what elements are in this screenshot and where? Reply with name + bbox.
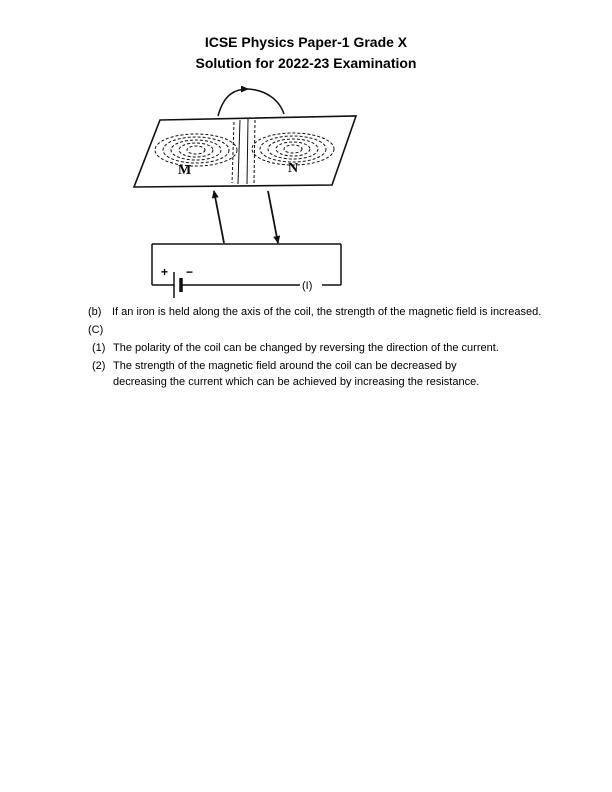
answer-part-c-marker: (C) bbox=[88, 324, 104, 336]
pole-n-label: N bbox=[288, 161, 299, 176]
battery-symbol bbox=[161, 265, 193, 298]
current-arrow-up bbox=[214, 191, 224, 243]
battery-positive-sign: + bbox=[161, 265, 169, 279]
current-arrow-down bbox=[268, 191, 278, 243]
answer-c2-text: The strength of the magnetic field around the coil can be decreased by decreasing the current which can be achieved by increasing the resistance. bbox=[113, 360, 480, 388]
title-line-1: ICSE Physics Paper-1 Grade X bbox=[204, 34, 408, 50]
slab-outline bbox=[134, 116, 356, 187]
answer-c-item-2 bbox=[92, 358, 556, 390]
answer-c2-marker: (2) bbox=[92, 360, 106, 372]
answer-b-marker: (b) bbox=[88, 306, 102, 318]
coil-core-lines bbox=[232, 119, 255, 184]
coil-magnetic-field-diagram bbox=[132, 86, 368, 302]
pole-m-label: M bbox=[178, 163, 192, 178]
answer-c-item-1 bbox=[92, 340, 556, 356]
top-field-arc-right bbox=[248, 89, 284, 114]
diagram-container bbox=[132, 86, 368, 302]
document-title bbox=[0, 0, 612, 74]
left-field-lines bbox=[155, 134, 237, 166]
top-field-arc-left bbox=[218, 89, 248, 116]
answer-part-b bbox=[88, 304, 556, 320]
answer-c1-marker: (1) bbox=[92, 342, 106, 354]
answer-c1-text: The polarity of the coil can be changed by reversing the direction of the current. bbox=[113, 342, 499, 354]
current-label: (I) bbox=[302, 280, 313, 292]
title-line-2: Solution for 2022-23 Examination bbox=[195, 55, 417, 71]
answer-b-text: If an iron is held along the axis of the coil, the strength of the magnetic field is increased. bbox=[112, 306, 542, 318]
answers-section bbox=[88, 304, 556, 390]
battery-negative-sign: − bbox=[186, 265, 194, 279]
